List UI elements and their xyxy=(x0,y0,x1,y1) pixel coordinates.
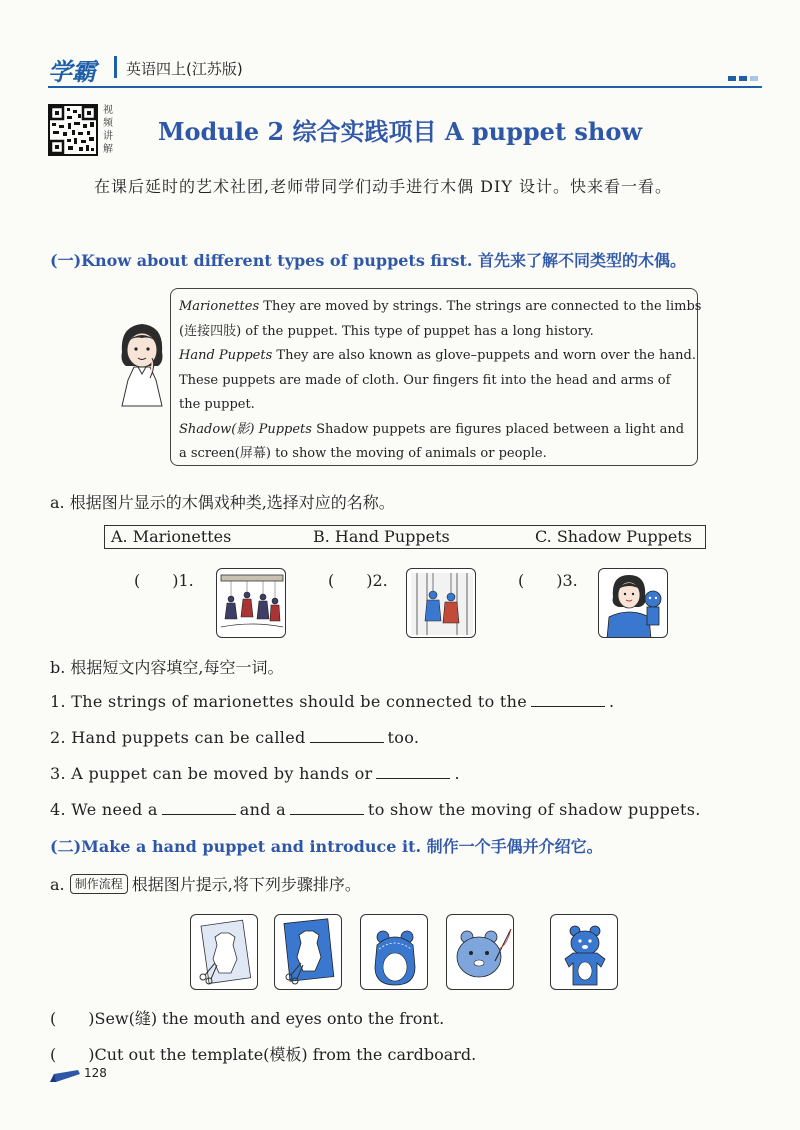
step-picture-cut-fabric xyxy=(274,914,342,990)
answer-blank[interactable] xyxy=(162,801,236,815)
page-number: 128 xyxy=(84,1066,107,1080)
process-tag: 制作流程 xyxy=(70,874,128,894)
page-title: Module 2 综合实践项目 A puppet show xyxy=(157,117,643,146)
question-a-instruction: a. 根据图片显示的木偶戏种类,选择对应的名称。 xyxy=(50,493,395,512)
card-line: Hand Puppets They are also known as glove–puppets and worn over the hand. xyxy=(179,348,696,363)
hand-puppet-picture xyxy=(598,568,668,638)
fill-line-3: 3. A puppet can be moved by hands or . xyxy=(50,764,460,783)
puppet-info-card xyxy=(170,288,702,466)
step-picture-finished-puppet xyxy=(550,914,618,990)
option-a: A. Marionettes xyxy=(111,527,232,546)
section-2-question-a: a. 制作流程 根据图片提示,将下列步骤排序。 xyxy=(50,875,361,894)
shadow-stage-picture xyxy=(406,568,476,638)
card-line: Shadow(影) Puppets Shadow puppets are figures placed between a light and xyxy=(179,421,685,437)
option-c: C. Shadow Puppets xyxy=(535,527,692,546)
marionette-stage-picture xyxy=(216,568,286,638)
card-line: (连接四肢) of the puppet. This type of puppet has a long history. xyxy=(179,323,594,339)
picture-question-1[interactable]: ( )1. xyxy=(134,571,194,590)
question-b-instruction: b. 根据短文内容填空,每空一词。 xyxy=(50,658,284,677)
answer-blank[interactable] xyxy=(531,693,605,707)
option-b: B. Hand Puppets xyxy=(313,527,450,546)
step-picture-sew-face xyxy=(446,914,514,990)
fill-line-1: 1. The strings of marionettes should be connected to the . xyxy=(50,692,615,711)
brand-divider xyxy=(114,56,117,78)
card-line: the puppet. xyxy=(179,397,255,412)
brand-logo: 学霸 xyxy=(48,58,96,86)
step-picture-cut-template xyxy=(190,914,258,990)
header-decoration xyxy=(725,66,758,85)
page-header xyxy=(48,48,762,88)
qr-label: 视频讲解 xyxy=(103,105,113,155)
picture-question-3[interactable]: ( )3. xyxy=(518,571,578,590)
options-box xyxy=(104,525,706,549)
girl-illustration xyxy=(112,318,172,408)
section-1-heading: (一)Know about different types of puppets first. 首先来了解不同类型的木偶。 xyxy=(50,251,687,270)
section-2-heading: (二)Make a hand puppet and introduce it. 制作一个手偶并介绍它。 xyxy=(50,837,603,856)
step-line-2[interactable]: ( )Cut out the template(模板) from the cardboard. xyxy=(50,1045,477,1064)
fill-line-4: 4. We need a and a to show the moving of shadow puppets. xyxy=(50,800,701,819)
card-line: These puppets are made of cloth. Our fingers fit into the head and arms of xyxy=(179,372,671,388)
book-title: 英语四上(江苏版) xyxy=(126,60,243,78)
answer-blank[interactable] xyxy=(376,765,450,779)
card-line: Marionettes They are moved by strings. The strings are connected to the limbs xyxy=(179,299,702,314)
answer-blank[interactable] xyxy=(310,729,384,743)
step-picture-sew-pieces xyxy=(360,914,428,990)
step-line-1[interactable]: ( )Sew(缝) the mouth and eyes onto the front. xyxy=(50,1009,445,1028)
picture-question-2[interactable]: ( )2. xyxy=(328,571,388,590)
intro-paragraph: 在课后延时的艺术社团,老师带同学们动手进行木偶 DIY 设计。快来看一看。 xyxy=(94,177,672,196)
card-line: a screen(屏幕) to show the moving of animals or people. xyxy=(179,446,547,461)
fill-line-2: 2. Hand puppets can be called too. xyxy=(50,728,420,747)
answer-blank[interactable] xyxy=(290,801,364,815)
